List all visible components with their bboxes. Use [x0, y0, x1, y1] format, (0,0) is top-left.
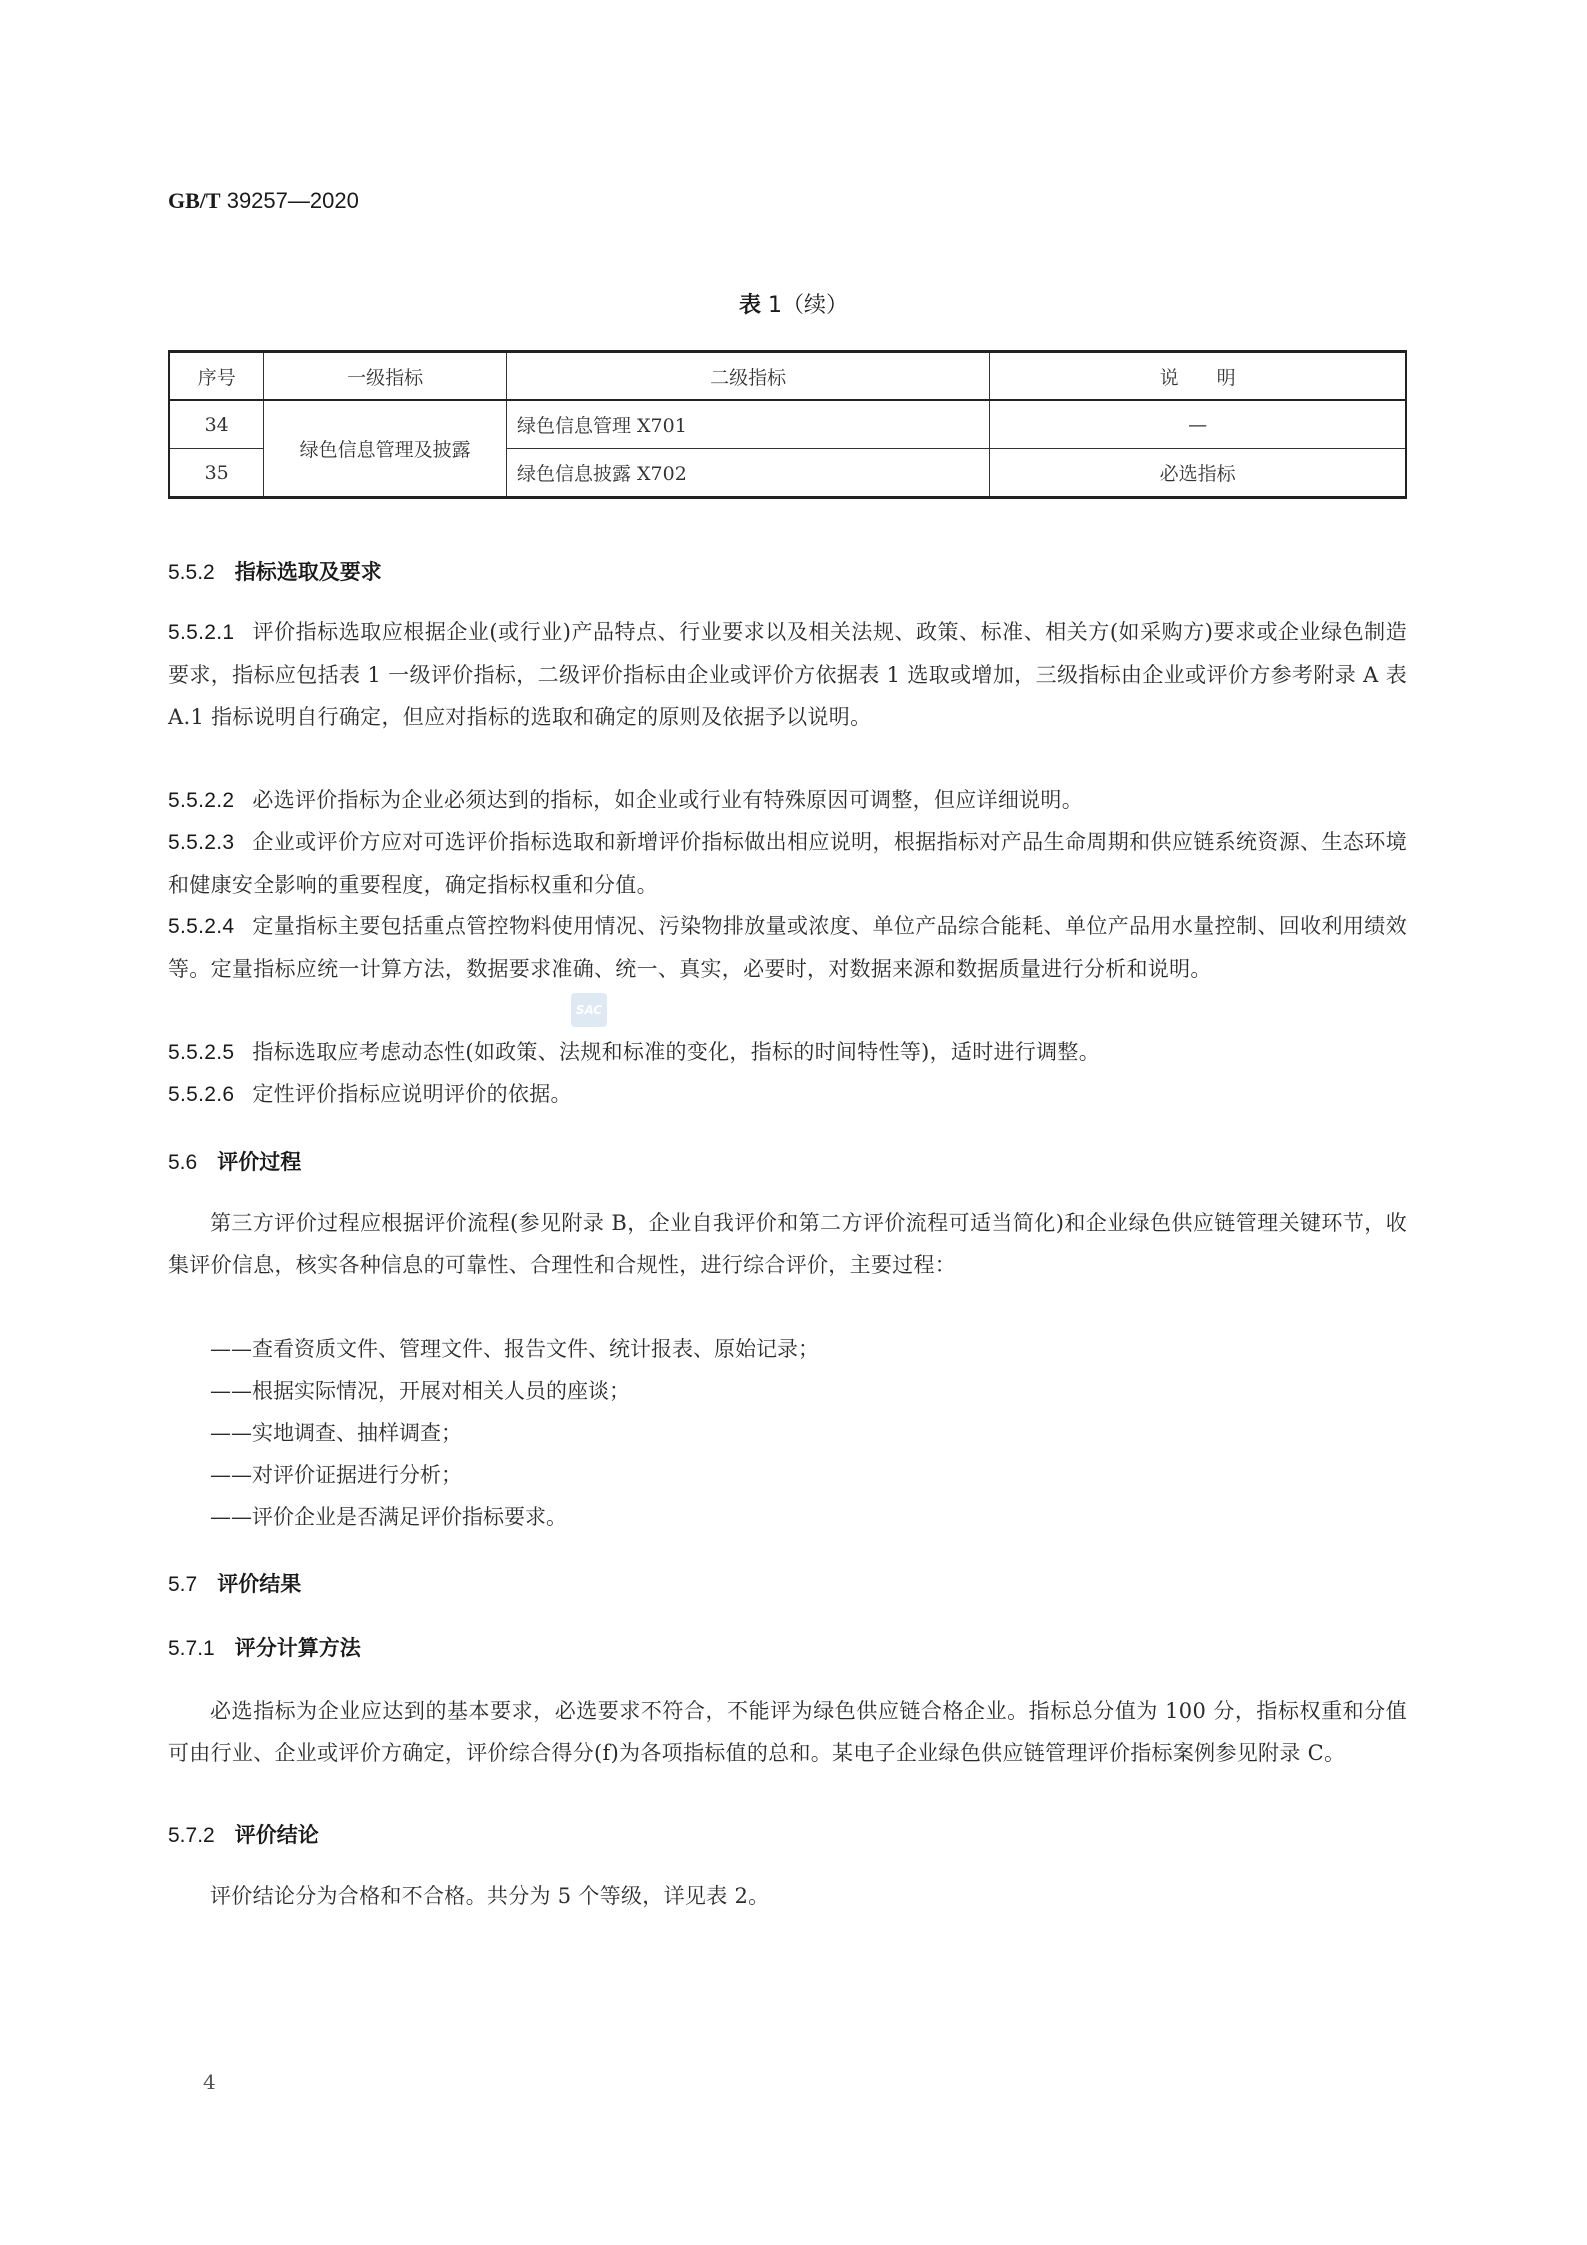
paragraph-text: 第三方评价过程应根据评价流程(参见附录 B，企业自我评价和第二方评价流程可适当简化)和企业绿色供应链管理关键环节，收集评价信息，核实各种信息的可靠性、合理性和合规性，进行综合评价，主要过程：	[168, 1211, 1407, 1277]
section-title: 评价结论	[234, 1823, 319, 1847]
paragraph-conclusion	[168, 1875, 1407, 1917]
clause-number: 5.5.2.2	[168, 789, 235, 812]
clause-5-5-2-3	[168, 821, 1407, 906]
clause-5-5-2-1	[168, 611, 1407, 738]
section-number: 5.6	[168, 1151, 198, 1174]
section-number: 5.5.2	[168, 561, 215, 584]
paragraph-scoring-method	[168, 1690, 1407, 1774]
section-title: 评分计算方法	[234, 1636, 361, 1660]
clause-5-5-2-5	[168, 1031, 1407, 1074]
section-number: 5.7	[168, 1573, 198, 1596]
paragraph-text: 必选指标为企业应达到的基本要求，必选要求不符合，不能评为绿色供应链合格企业。指标总分值为 100 分，指标权重和分值可由行业、企业或评价方确定，评价综合得分(f)为各项指标值的总和。某电子企业绿色供应链管理评价指标案例参见附录 C。	[168, 1699, 1407, 1765]
column-header-primary: 一级指标	[264, 352, 507, 401]
indicator-table	[168, 350, 1407, 499]
secondary-indicator: 绿色信息管理 X701	[506, 400, 989, 449]
indicator-note: 必选指标	[990, 449, 1406, 498]
clause-5-5-2-4	[168, 905, 1407, 990]
clause-number: 5.5.2.1	[168, 621, 235, 644]
clause-number: 5.5.2.4	[168, 915, 235, 938]
column-header-no: 序号	[169, 352, 264, 401]
row-number: 34	[169, 400, 264, 449]
standard-number	[168, 188, 359, 214]
clause-text: 定性评价指标应说明评价的依据。	[252, 1082, 572, 1106]
section-number: 5.7.1	[168, 1637, 215, 1660]
process-item: ——实地调查、抽样调查；	[210, 1421, 462, 1445]
clause-number: 5.5.2.5	[168, 1041, 235, 1064]
clause-text: 指标选取应考虑动态性(如政策、法规和标准的变化，指标的时间特性等)，适时进行调整。	[252, 1040, 1101, 1064]
clause-5-5-2-2	[168, 779, 1407, 822]
section-heading-5-5-2	[168, 556, 382, 586]
section-heading-5-7-2	[168, 1819, 319, 1849]
clause-text: 企业或评价方应对可选评价指标选取和新增评价指标做出相应说明，根据指标对产品生命周期和供应链系统资源、生态环境和健康安全影响的重要程度，确定指标权重和分值。	[168, 830, 1407, 897]
section-title: 评价过程	[217, 1150, 302, 1174]
process-item: ——评价企业是否满足评价指标要求。	[210, 1505, 567, 1529]
clause-5-5-2-6	[168, 1073, 1407, 1116]
section-title: 评价结果	[217, 1572, 302, 1596]
process-item: ——查看资质文件、管理文件、报告文件、统计报表、原始记录；	[210, 1337, 819, 1361]
standard-prefix: GB/T	[168, 188, 221, 213]
clause-text: 定量指标主要包括重点管控物料使用情况、污染物排放量或浓度、单位产品综合能耗、单位产品用水量控制、回收利用绩效等。定量指标应统一计算方法，数据要求准确、统一、真实，必要时，对数据来源和数据质量进行分析和说明。	[168, 914, 1407, 981]
page-number: 4	[203, 2070, 216, 2094]
clause-text: 评价指标选取应根据企业(或行业)产品特点、行业要求以及相关法规、政策、标准、相关方(如采购方)要求或企业绿色制造要求，指标应包括表 1 一级评价指标，二级评价指标由企业或评价方依据表 1 选取或增加，三级指标由企业或评价方参考附录 A 表 A.1 指标说明自行确定，但应对指标的选取和确定的原则及依据予以说明。	[168, 620, 1407, 729]
row-number: 35	[169, 449, 264, 498]
indicator-note: —	[990, 400, 1406, 449]
paragraph-text: 评价结论分为合格和不合格。共分为 5 个等级，详见表 2。	[210, 1884, 770, 1908]
table-row	[169, 400, 1406, 449]
secondary-indicator: 绿色信息披露 X702	[506, 449, 989, 498]
sac-watermark-logo: SAC	[571, 993, 607, 1027]
table-title	[0, 288, 1587, 319]
process-item: ——对评价证据进行分析；	[210, 1463, 462, 1487]
table-header-row	[169, 352, 1406, 401]
column-header-note: 说 明	[990, 352, 1406, 401]
section-heading-5-7-1	[168, 1632, 361, 1662]
standard-code: 39257—2020	[226, 188, 359, 213]
section-heading-5-7	[168, 1568, 301, 1598]
primary-indicator: 绿色信息管理及披露	[264, 400, 507, 498]
clause-number: 5.5.2.3	[168, 831, 235, 854]
paragraph-evaluation-process	[168, 1202, 1407, 1286]
section-number: 5.7.2	[168, 1824, 215, 1847]
table-title-label: 表	[738, 293, 761, 318]
table-title-suffix: 1（续）	[761, 293, 848, 318]
column-header-secondary: 二级指标	[506, 352, 989, 401]
clause-text: 必选评价指标为企业必须达到的指标，如企业或行业有特殊原因可调整，但应详细说明。	[252, 788, 1084, 812]
section-title: 指标选取及要求	[234, 560, 382, 584]
section-heading-5-6	[168, 1146, 301, 1176]
process-item: ——根据实际情况，开展对相关人员的座谈；	[210, 1379, 630, 1403]
clause-number: 5.5.2.6	[168, 1083, 235, 1106]
